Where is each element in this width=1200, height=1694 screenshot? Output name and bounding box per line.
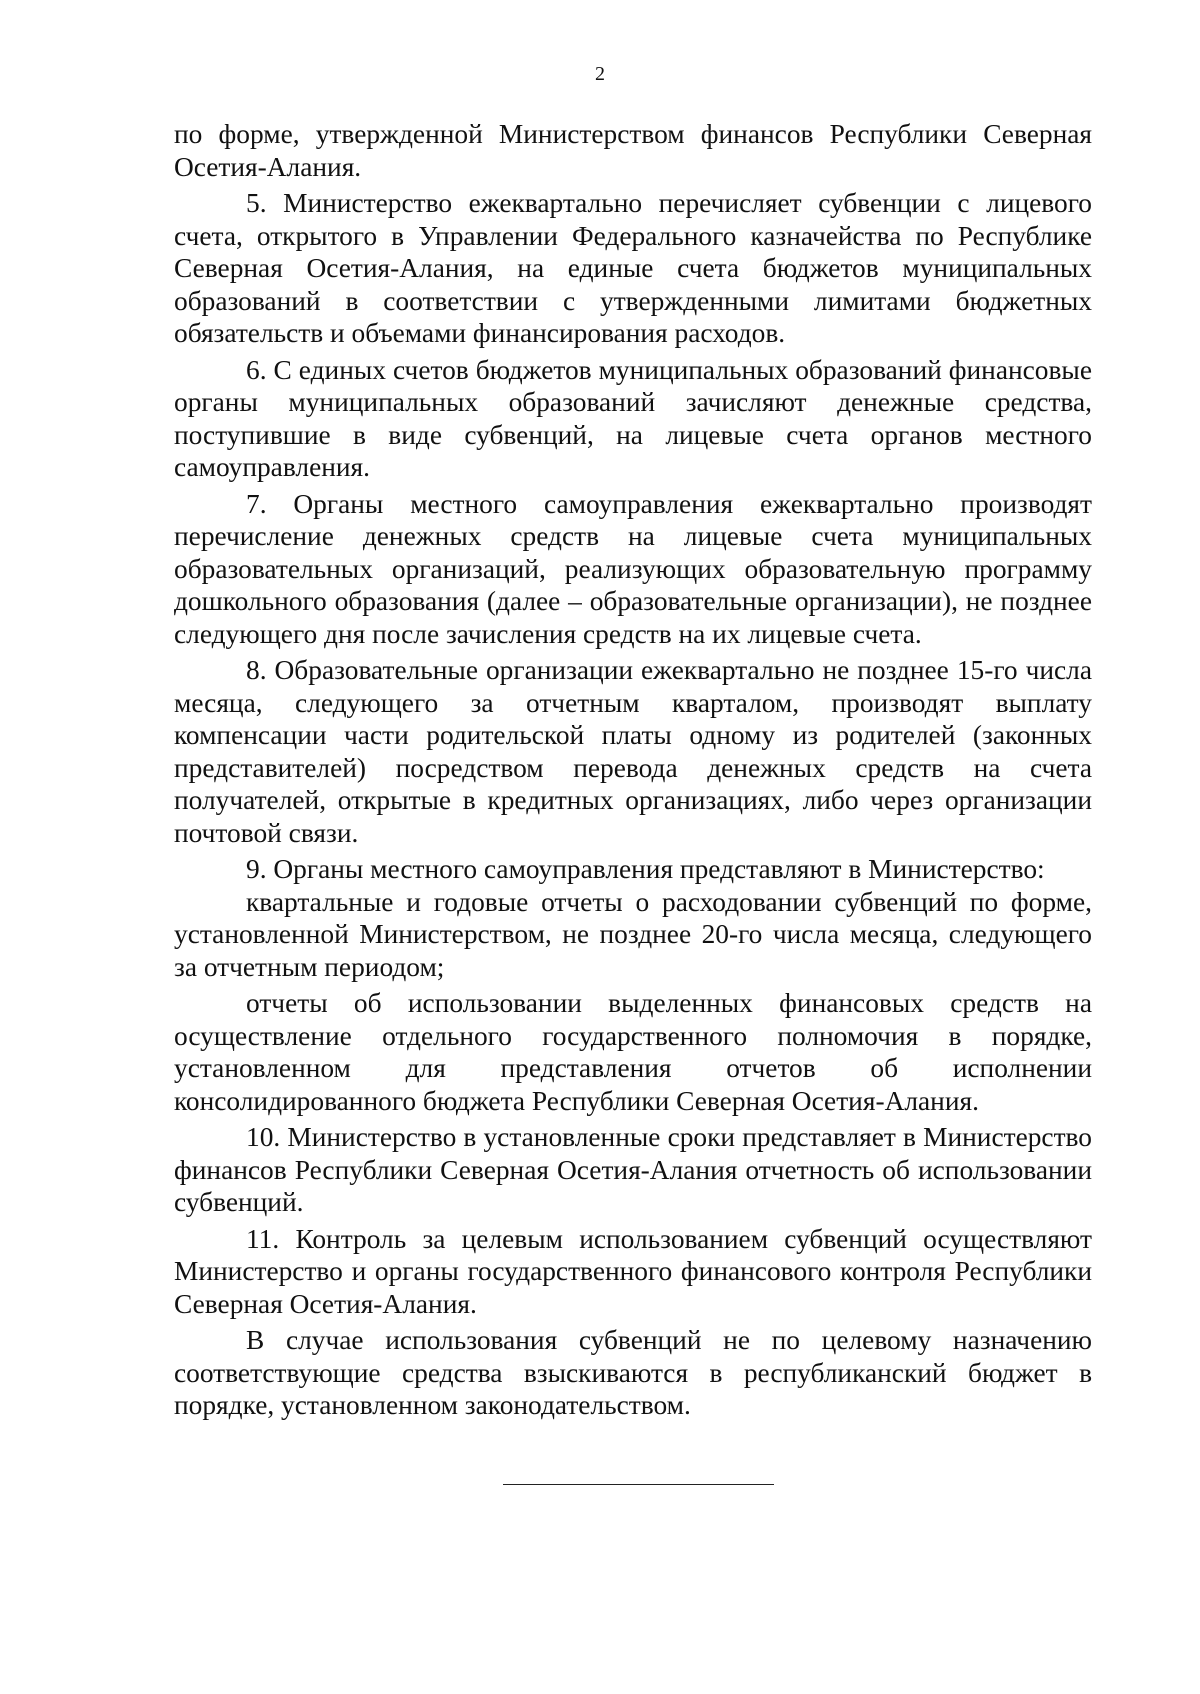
paragraph-item-9-quarterly-reports: квартальные и годовые отчеты о расходовании субвенций по форме, установленной Министерством, не позднее 20-го числа месяца, следующего за отчетным периодом; bbox=[174, 886, 1092, 982]
paragraph-item-11: 11. Контроль за целевым использованием субвенций осуществляют Министерство и органы государственного финансового контроля Республики Северная Осетия-Алания. bbox=[174, 1223, 1092, 1319]
paragraph-item-7: 7. Органы местного самоуправления ежеквартально производят перечисление денежных средств на лицевые счета муниципальных образовательных организаций, реализующих образовательную программу дошкольного образования (далее – образовательные организации), не позднее следующего дня после зачисления средств на их лицевые счета. bbox=[174, 488, 1092, 649]
paragraph-item-9-usage-reports: отчеты об использовании выделенных финансовых средств на осуществление отдельного государственного полномочия в порядке, установленном для представления отчетов об исполнении консолидированного бюджета Республики Северная Осетия-Алания. bbox=[174, 988, 1092, 1116]
document-body bbox=[174, 118, 1092, 1422]
end-of-document-rule bbox=[503, 1484, 774, 1485]
paragraph-item-10: 10. Министерство в установленные сроки представляет в Министерство финансов Республики Северная Осетия-Алания отчетность об использовании субвенций. bbox=[174, 1122, 1092, 1217]
paragraph-item-5: 5. Министерство ежеквартально перечисляет субвенции с лицевого счета, открытого в Управлении Федерального казначейства по Республике Северная Осетия-Алания, на единые счета бюджетов муниципальных образований в соответствии с утвержденными лимитами бюджетных обязательств и объемами финансирования расходов. bbox=[174, 188, 1092, 348]
paragraph-misuse-recovery: В случае использования субвенций не по целевому назначению соответствующие средства взыскиваются в республиканский бюджет в порядке, установленном законодательством. bbox=[174, 1325, 1092, 1420]
page-number: 2 bbox=[595, 63, 605, 85]
paragraph-item-8: 8. Образовательные организации ежеквартально не позднее 15-го числа месяца, следующего за отчетным кварталом, производят выплату компенсации части родительской платы одному из родителей (законных представителей) посредством перевода денежных средств на счета получателей, открытые в кредитных организациях, либо через организации почтовой связи. bbox=[174, 655, 1092, 848]
paragraph-item-6: 6. С единых счетов бюджетов муниципальных образований финансовые органы муниципальных образований зачисляют денежные средства, поступившие в виде субвенций, на лицевые счета органов местного самоуправления. bbox=[174, 354, 1092, 482]
paragraph-continuation: по форме, утвержденной Министерством финансов Республики Северная Осетия-Алания. bbox=[174, 119, 1092, 182]
paragraph-item-9: 9. Органы местного самоуправления представляют в Министерство: bbox=[246, 854, 1045, 884]
